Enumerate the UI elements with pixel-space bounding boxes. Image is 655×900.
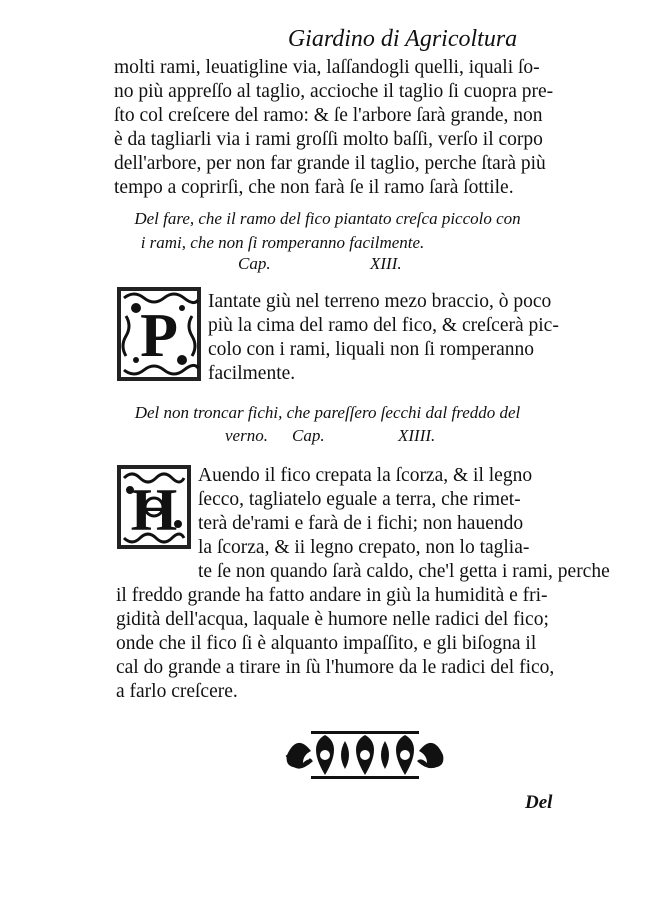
text-line: la ſcorza, & ii legno crepato, non lo taglia-: [198, 537, 530, 558]
running-header-title: Giardino di Agricoltura: [287, 26, 518, 52]
text-line: molti rami, leuatigline via, laſſandogli quelli, iquali ſo-: [114, 57, 540, 78]
text-line: facilmente.: [208, 363, 296, 384]
text-line: più la cima del ramo del fico, & creſcerà pic-: [208, 315, 559, 336]
chapter-13-cap-label: Cap.: [238, 254, 271, 273]
text-line: colo con i rami, liquali non ſi romperanno: [208, 339, 535, 360]
chapter-14-full-text: [116, 584, 576, 704]
initial-letter: H: [130, 477, 178, 543]
text-line: cal do grande a tirare in ſù l'humore da le radici del fico,: [116, 657, 555, 678]
text-line: ſto col creſcere del ramo: & ſe l'arbore ſarà grande, non: [114, 105, 543, 126]
decorated-initial-p: [116, 286, 202, 387]
heading-line: Del fare, che il ramo del fico piantato creſca piccolo con: [134, 209, 521, 228]
chapter-13-heading: [0, 208, 655, 256]
text-line: dell'arbore, per non far grande il taglio, perche ſtarà più: [114, 153, 546, 174]
heading-line: i rami, che non ſi romperanno facilmente.: [140, 233, 425, 252]
text-line: no più appreſſo al taglio, accioche il taglio ſi cuopra pre-: [114, 81, 554, 102]
chapter-14-indented-text: [198, 464, 610, 584]
text-line: Iantate giù nel terreno mezo braccio, ò poco: [208, 291, 552, 312]
decorated-initial-h: [116, 464, 192, 555]
running-header: [0, 26, 655, 53]
text-line: il freddo grande ha fatto andare in giù la humidità e fri-: [116, 585, 548, 606]
text-line: è da tagliarli via i rami groſſi molto baſſi, verſo il corpo: [114, 129, 543, 150]
chapter-13-cap-number: XIII.: [370, 254, 402, 273]
chapter-14-heading-line-2: verno.: [225, 426, 268, 445]
chapter-13-text: [208, 290, 559, 386]
text-line: a farlo creſcere.: [116, 681, 238, 702]
fleuron-ornament: [283, 727, 447, 788]
text-line: Auendo il fico crepata la ſcorza, & il legno: [198, 465, 533, 486]
chapter-14-cap-label: Cap.: [292, 426, 325, 445]
paragraph-continued: [114, 56, 574, 200]
initial-letter: P: [140, 302, 178, 370]
chapter-14-cap-number: XIIII.: [398, 426, 436, 445]
text-line: tempo a coprirſi, che non farà ſe il ramo ſarà ſottile.: [114, 177, 514, 198]
text-line: te ſe non quando ſarà caldo, che'l getta i rami, perche: [198, 561, 610, 582]
text-line: onde che il fico ſi è alquanto impaſſito, e gli biſogna il: [116, 633, 537, 654]
chapter-14-heading: [0, 402, 655, 426]
text-line: ſecco, tagliatelo eguale a terra, che rimet-: [198, 489, 521, 510]
heading-line: Del non troncar fichi, che pareſſero ſecchi dal freddo del: [134, 403, 521, 422]
text-line: terà de'rami e farà de i fichi; non hauendo: [198, 513, 524, 534]
text-line: gidità dell'acqua, laquale è humore nelle radici del fico;: [116, 609, 549, 630]
catchword: Del: [525, 792, 553, 813]
